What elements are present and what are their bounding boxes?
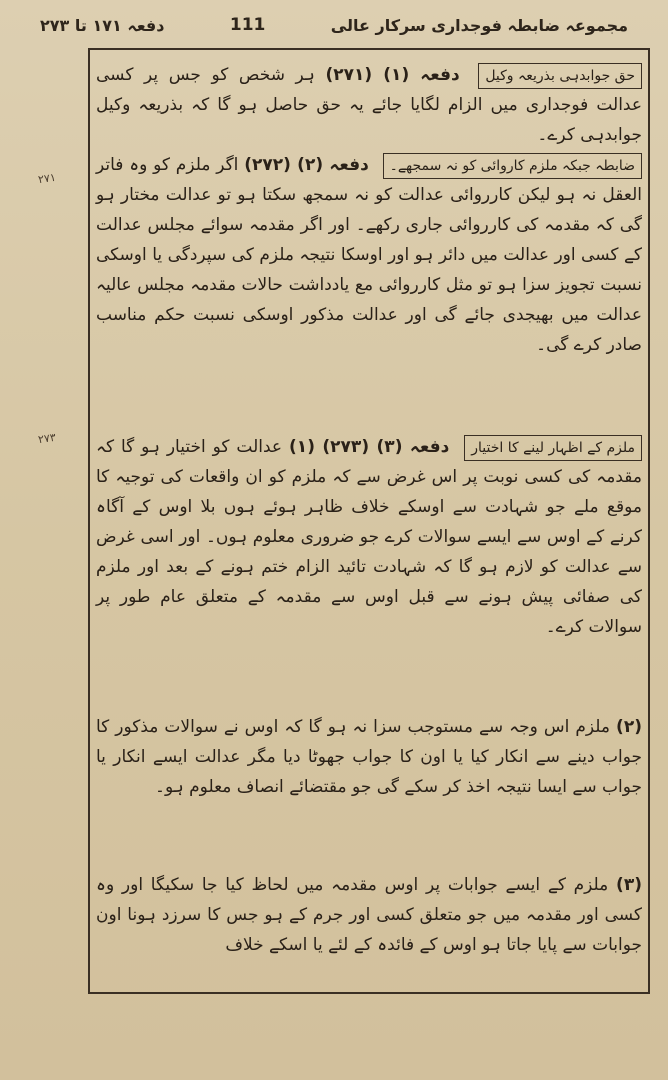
section-text: ہر شخص کو جس پر کسی عدالت فوجداری میں الزام لگایا جائے یہ حق حاصل ہو گا کہ بذریعہ وکیل جوابدہی کرے۔ bbox=[96, 65, 642, 145]
section-273-2 bbox=[96, 712, 642, 802]
margin-note: ۲۷۳ bbox=[37, 430, 57, 447]
section-side-heading: حق جوابدہی بذریعہ وکیل bbox=[478, 63, 642, 89]
section-text: عدالت کو اختیار ہو گا کہ مقدمہ کی کسی نوبت پر اس غرض سے کہ ملزم کو ان واقعات کی توجیہ کا موقع ملے جو شہادت سے اوسکے خلاف ظاہر ہوئے ہوں بلا اوس کے آگاہ کرنے کے اوس سے ایسے سوالات کرے جو ضروری معلوم ہوں۔ اور اسی غرض سے عدالت کو لازم ہو گا کہ شہادت تائید الزام ختم ہونے کے بعد اور ملزم کی صفائی پیش ہونے سے قبل اوس سے مقدمہ کے متعلق عام طور پر سوالات کرے۔ bbox=[96, 437, 642, 637]
section-side-heading: ملزم کے اظہار لینے کا اختیار bbox=[464, 435, 642, 461]
section-272 bbox=[96, 150, 642, 360]
page-number: 111 bbox=[229, 15, 266, 35]
page-header bbox=[40, 8, 628, 42]
section-text: اگر ملزم کو وہ فاتر العقل نہ ہو لیکن کارروائی عدالت کو نہ سمجھ سکتا ہو تو عدالت مختار ہو گی کہ مقدمہ کی کارروائی جاری رکھے۔ اور اگر مقدمہ سوائے مجلس عدالت کے کسی اور عدالت میں دائر ہو اور اوسکا نتیجہ ملزم کی سپردگی یا اوسکی نسبت تجویز سزا ہو تو مثل کارروائی مع یادداشت حالات مقدمہ مجلس عالیہ عدالت میں بھیجدی جائے گی اور عدالت مذکور اوسکی نسبت حکم مناسب صادر کرے گی۔ bbox=[96, 155, 642, 355]
section-number: دفعہ (۱) (۲۷۱) bbox=[325, 65, 460, 85]
header-section-range: دفعہ ۱۷۱ تا ۲۷۳ bbox=[40, 15, 165, 35]
header-title: مجموعہ ضابطہ فوجداری سرکار عالی bbox=[330, 15, 628, 35]
section-number: دفعہ (۳) (۲۷۳) (۱) bbox=[289, 437, 450, 457]
subsection-number: (۳) bbox=[616, 875, 642, 895]
section-side-heading: ضابطہ جبکہ ملزم کاروائی کو نہ سمجھے۔ bbox=[383, 153, 642, 179]
section-text: ملزم اس وجہ سے مستوجب سزا نہ ہو گا کہ اوس نے سوالات مذکور کا جواب دینے سے انکار کیا یا اون کا جواب جھوٹا دیا مگر عدالت ایسے انکار یا جواب سے ایسا نتیجہ اخذ کر سکے گی جو مقتضائے انصاف معلوم ہو۔ bbox=[96, 717, 642, 797]
section-273-3 bbox=[96, 870, 642, 960]
margin-note: ۲۷۱ bbox=[37, 170, 57, 187]
section-273-1 bbox=[96, 432, 642, 642]
section-271 bbox=[96, 60, 642, 150]
section-text: ملزم کے ایسے جوابات پر اوس مقدمہ میں لحاظ کیا جا سکیگا اور وہ کسی اور مقدمہ میں جو متعلق کسی اور جرم کے ہو جس کا سرزد ہونا اون جوابات سے پایا جاتا ہو اوس کے فائدہ کے لئے یا اسکے خلاف bbox=[96, 875, 642, 955]
section-number: دفعہ (۲) (۲۷۲) bbox=[244, 155, 369, 175]
subsection-number: (۲) bbox=[616, 717, 642, 737]
